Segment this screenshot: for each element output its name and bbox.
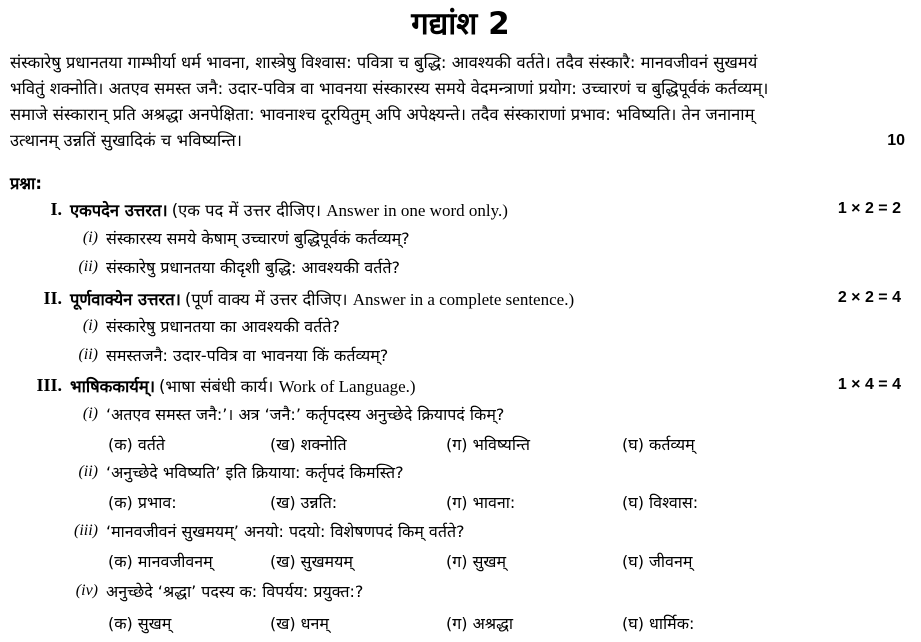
options-row bbox=[0, 430, 921, 456]
question-text: संस्कारेषु प्रधानतया कीदृशी बुद्धि: आवश्यकी वर्तते? bbox=[106, 258, 401, 277]
question-text: समस्तजनै: उदार-पवित्र वा भावनया किं कर्तव्यम्? bbox=[106, 346, 389, 365]
passage-line: समाजे संस्कारान् प्रति अश्रद्धा अनपेक्षिता: भावनाश्च दूरयितुम् अपि अपेक्ष्यन्ते। तदैव संस्काराणां प्रभाव: भविष्यति। तेन जनानाम् bbox=[10, 105, 755, 124]
options-row bbox=[0, 547, 921, 573]
option-ka[interactable]: (क) प्रभाव: bbox=[108, 493, 177, 512]
question-text: अनुच्छेदे ‘श्रद्धा’ पदस्य क: विपर्यय: प्रयुक्त:? bbox=[106, 582, 364, 601]
section-number: II. bbox=[43, 287, 62, 308]
question-text: संस्कारस्य समये केषाम् उच्चारणं बुद्धिपूर्वकं कर्तव्यम्? bbox=[106, 229, 410, 248]
option-gha[interactable]: (घ) धार्मिक: bbox=[622, 614, 695, 633]
instruction-hindi: (पूर्ण वाक्य में उत्तर दीजिए। bbox=[184, 289, 348, 309]
instruction-english: Work of Language.) bbox=[278, 376, 416, 396]
passage-line: संस्कारेषु प्रधानतया गाम्भीर्या धर्म भावना, शास्त्रेषु विश्वास: पवित्रा च बुद्धि: आवश्यकी वर्तते। तदैव संस्कारै: मानवजीवनं सुखमयं bbox=[10, 53, 758, 72]
question-number: (iii) bbox=[74, 522, 98, 539]
option-ka[interactable]: (क) वर्तते bbox=[108, 435, 165, 454]
instruction-hindi: (एक पद में उत्तर दीजिए। bbox=[171, 200, 322, 220]
section-score: 2 × 2 = 4 bbox=[837, 289, 901, 306]
question-text: ‘अनुच्छेदे भविष्यति’ इति क्रियाया: कर्तृपदं किमस्ति? bbox=[106, 463, 404, 482]
options-row bbox=[0, 609, 921, 635]
option-gha[interactable]: (घ) विश्वास: bbox=[622, 493, 699, 512]
section-instruction bbox=[159, 374, 416, 397]
section-number: I. bbox=[50, 198, 62, 219]
question-item bbox=[0, 518, 921, 544]
option-ga[interactable]: (ग) अश्रद्धा bbox=[446, 614, 514, 633]
option-kha[interactable]: (ख) धनम् bbox=[270, 614, 329, 633]
instruction-hindi: (भाषा संबंधी कार्य। bbox=[159, 376, 274, 396]
instruction-english: Answer in a complete sentence.) bbox=[352, 289, 575, 309]
question-number: (ii) bbox=[78, 258, 98, 275]
question-text: ‘मानवजीवनं सुखमयम्’ अनयो: पदयो: विशेषणपदं किम् वर्तते? bbox=[106, 522, 465, 541]
question-item bbox=[0, 459, 921, 485]
option-ka[interactable]: (क) सुखम् bbox=[108, 614, 172, 633]
question-number: (ii) bbox=[78, 463, 98, 480]
passage bbox=[10, 50, 905, 154]
option-kha[interactable]: (ख) शक्नोति bbox=[270, 435, 347, 454]
section-title: एकपदेन उत्तरत। bbox=[70, 200, 168, 220]
option-ga[interactable]: (ग) भविष्यन्ति bbox=[446, 435, 531, 454]
question-item bbox=[0, 342, 921, 368]
section-instruction bbox=[172, 198, 508, 221]
section-title: भाषिककार्यम्। bbox=[70, 376, 155, 396]
section-3-header bbox=[0, 372, 921, 398]
section-instruction bbox=[185, 287, 574, 310]
question-item bbox=[0, 254, 921, 280]
option-ga[interactable]: (ग) भावना: bbox=[446, 493, 516, 512]
option-ga[interactable]: (ग) सुखम् bbox=[446, 552, 507, 571]
section-2-header bbox=[0, 285, 921, 311]
question-item bbox=[0, 401, 921, 427]
question-number: (i) bbox=[82, 405, 98, 422]
section-title: पूर्णवाक्येन उत्तरत। bbox=[70, 289, 181, 309]
question-item bbox=[0, 225, 921, 251]
question-number: (iv) bbox=[75, 582, 98, 599]
options-row bbox=[0, 488, 921, 514]
section-1-header bbox=[0, 196, 921, 222]
passage-line: उत्थानम् उन्नतिं सुखादिकं च भविष्यन्ति। bbox=[10, 131, 243, 150]
option-ka[interactable]: (क) मानवजीवनम् bbox=[108, 552, 213, 571]
passage-last-line bbox=[10, 128, 905, 154]
question-item bbox=[0, 313, 921, 339]
question-item bbox=[0, 578, 921, 604]
questions-heading: प्रश्ना: bbox=[10, 174, 42, 193]
passage-line: भवितुं शक्नोति। अतएव समस्त जनै: उदार-पवित्र वा भावनया संस्कारस्य समये वेदमन्त्राणां प्रयोग: उच्चारणं च बुद्धिपूर्वकं कर्तव्यम्। bbox=[10, 79, 769, 98]
instruction-english: Answer in one word only.) bbox=[326, 200, 508, 220]
section-number: III. bbox=[36, 374, 62, 395]
question-number: (i) bbox=[82, 229, 98, 246]
passage-marks: 10 bbox=[887, 132, 905, 149]
option-kha[interactable]: (ख) उन्नति: bbox=[270, 493, 338, 512]
page-title: गद्यांश 2 bbox=[411, 6, 510, 42]
option-gha[interactable]: (घ) जीवनम् bbox=[622, 552, 693, 571]
question-number: (ii) bbox=[78, 346, 98, 363]
question-number: (i) bbox=[82, 317, 98, 334]
option-gha[interactable]: (घ) कर्तव्यम् bbox=[622, 435, 695, 454]
question-text: संस्कारेषु प्रधानतया का आवश्यकी वर्तते? bbox=[106, 317, 340, 336]
question-text: ‘अतएव समस्त जनै:’। अत्र ‘जनै:’ कर्तृपदस्य अनुच्छेदे क्रियापदं किम्? bbox=[106, 405, 505, 424]
section-score: 1 × 4 = 4 bbox=[837, 376, 901, 393]
section-score: 1 × 2 = 2 bbox=[837, 200, 901, 217]
option-kha[interactable]: (ख) सुखमयम् bbox=[270, 552, 353, 571]
